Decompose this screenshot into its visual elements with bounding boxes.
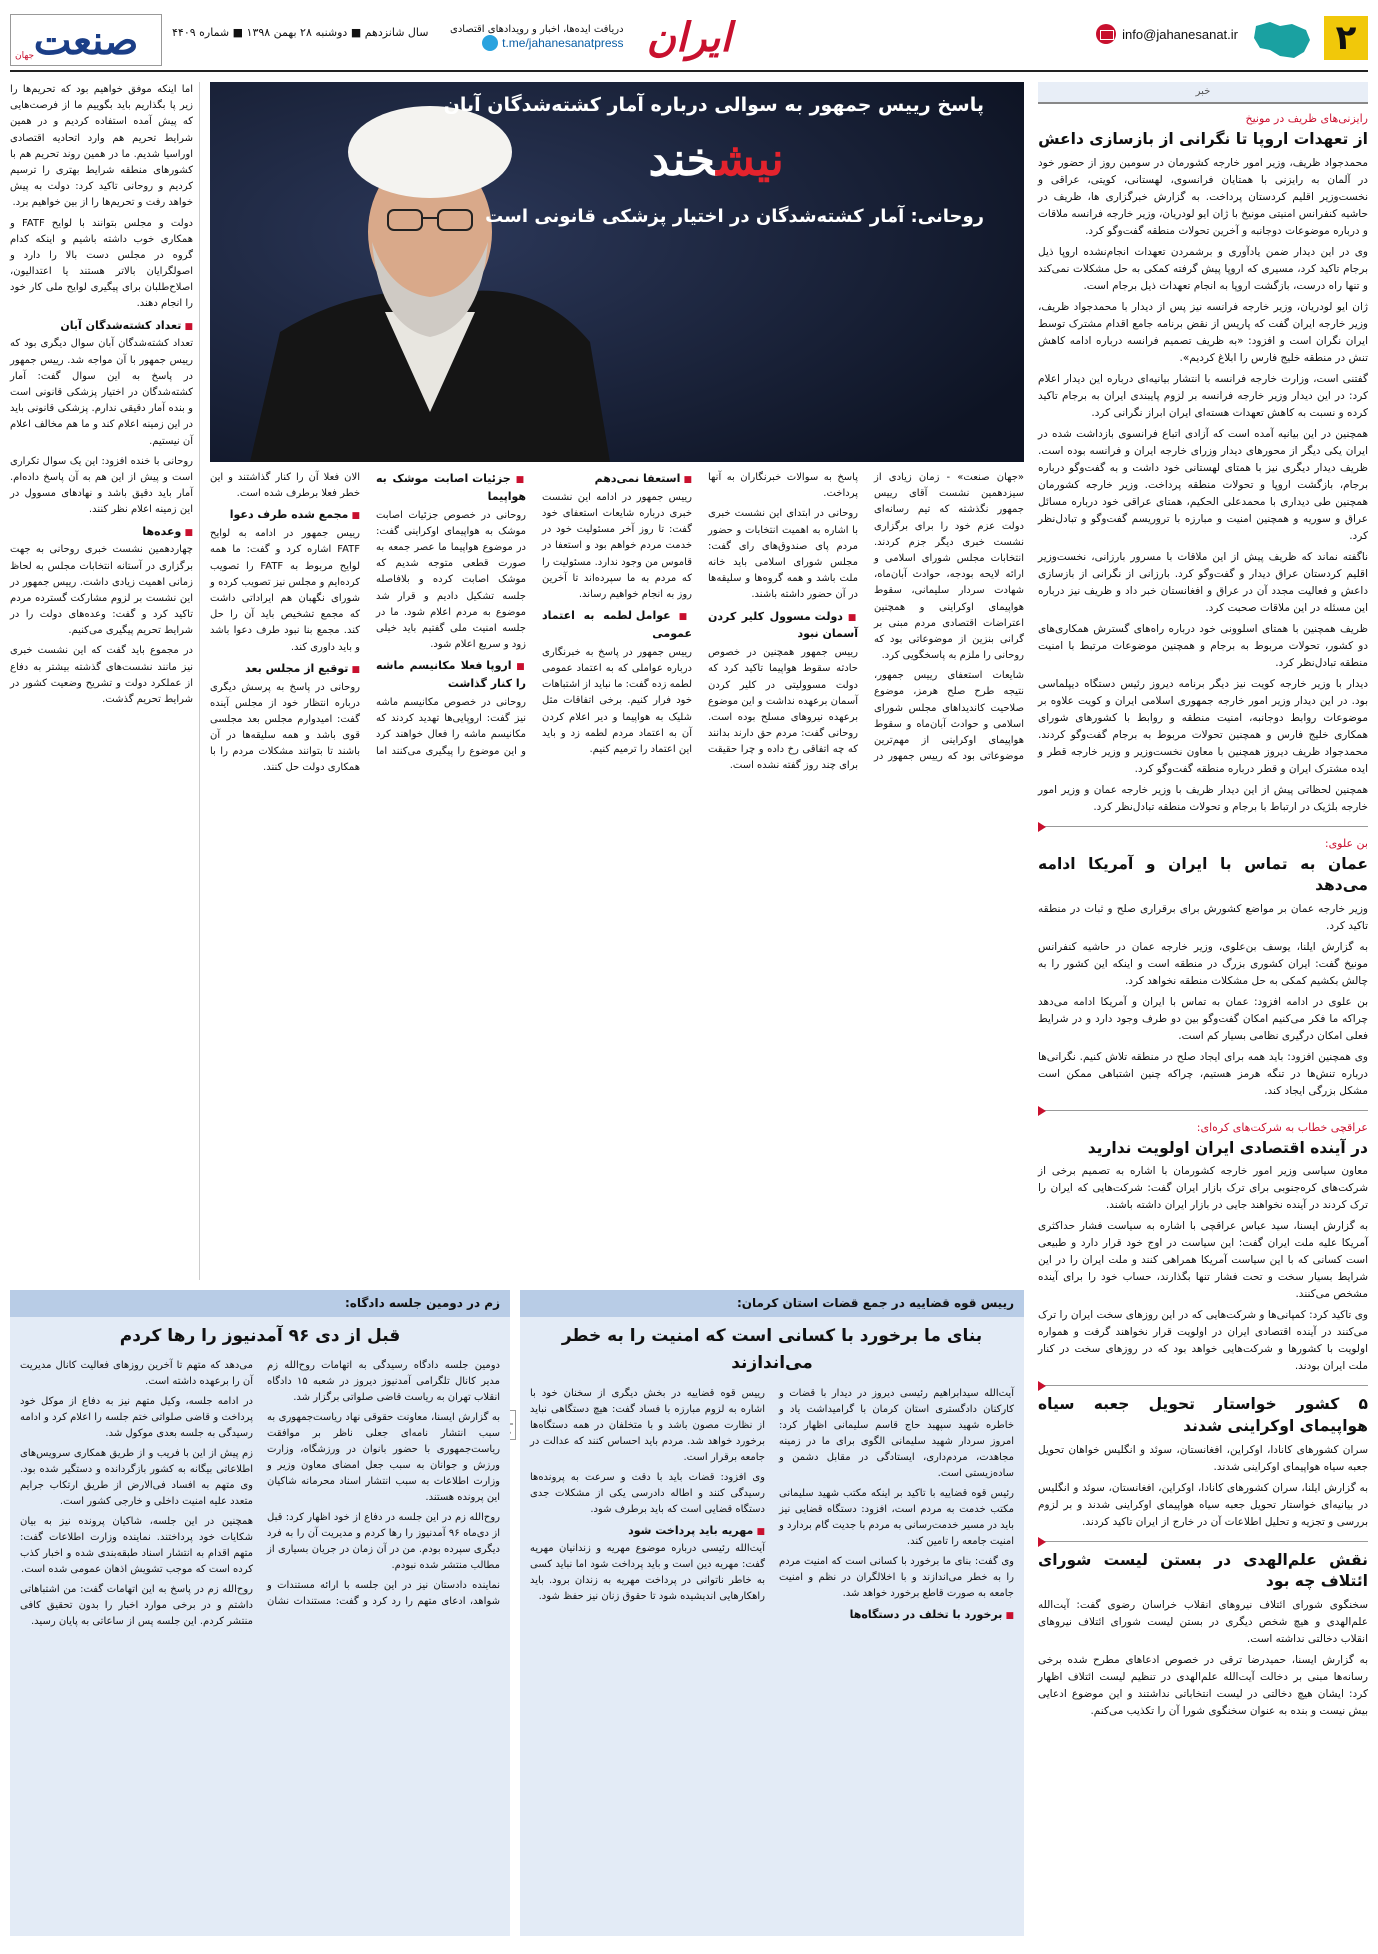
article-paragraph: زم پیش از این با فریب و از طریق همکاری سرویس‌های اطلاعاتی بیگانه به کشور بازگردانده و دستگیر شده بود. وی متهم به افساد فی‌الارض از طریق ارتکاب جرایم متعدد علیه امنیت داخلی و خارجی کشور است. <box>20 1448 253 1508</box>
headline-white-part: خند <box>648 132 717 186</box>
article-paragraph: روح‌الله زم در پاسخ به این اتهامات گفت: من اشتباهاتی داشتم و در برخی موارد اخبار را بدون تحقیق کافی منتشر کردم. این جلسه پس از ساعاتی به پایان رسید. <box>20 1584 253 1628</box>
brief-divider <box>1038 1110 1368 1111</box>
section-heading: ■ دولت مسوول کلیر کردن آسمان نبود <box>708 608 858 644</box>
section-heading: ■ عوامل لطمه به اعتماد عمومی <box>542 607 692 643</box>
brief-paragraph: همچنین در این بیانیه آمده است که آزادی اتباع فرانسوی بازداشت شده در ایران یکی دیگر از محورهای دیدار وزرای خارجه ایران و فرانسه بوده است. ظریف دیدار دیگری نیز با همتای لهستانی خود داشت و به گفت‌وگو درباره برجام، بازگشت اروپا و تحولات منطقه پرداخت. وزیر خارجه کشورمان همچنین طی دیداری با محمدعلی الحکیم، همتای عراقی خود درباره مسائل عراق و سوریه و همچنین امنیت و مبارزه با تروریسم گفت‌وگو و تبادل‌نظر کرد. <box>1038 427 1368 542</box>
article-paragraph: روحانی در پاسخ به پرسش دیگری درباره انتظار خود از مجلس آینده گفت: امیدوارم مجلس بعد مجلسی قوی باشد و همه سلیقه‌ها در آن باشند تا بتوانند مشکلات مردم را با همکاری دولت حل کنند. <box>210 681 360 774</box>
telegram-block[interactable] <box>450 24 624 51</box>
article-paragraph: روحانی در خصوص جزئیات اصابت موشک به هواپیمای اوکراینی گفت: در موضوع هواپیما ما عصر جمعه به صورت قطعی متوجه شدیم که موشک اصابت کرده و بلافاصله جلسه تشکیل دادیم و قرار شد موضوع به مردم اعلام شود. ما در جلسه امنیت ملی گفتیم باید خیلی زود و سریع اعلام شود. <box>376 509 526 651</box>
newspaper-logo <box>10 14 162 66</box>
telegram-handle[interactable]: t.me/jahanesanatpress <box>502 36 624 50</box>
article-paragraph: تعداد کشته‌شدگان آبان سوال دیگری بود که رییس جمهور با آن مواجه شد. رییس جمهور در پاسخ به این سوال گفت: آمار کشته‌شدگان در اختیار پزشکی قانونی است و بنده آمار دقیقی ندارم. پزشکی قانونی باید در این زمینه اعلام کند و ما هم مخالف اعلام آن نیستیم. <box>10 338 193 447</box>
telegram-caption: دریافت ایده‌ها، اخبار و رویدادهای اقتصادی <box>450 24 624 35</box>
brief-headline: نقش علم‌الهدی در بستن لیست شورای ائتلاف چه بود <box>1038 1550 1368 1591</box>
brief-kicker: عراقچی خطاب به شرکت‌های کره‌ای: <box>1196 1120 1368 1134</box>
masthead <box>10 10 1368 72</box>
court-kicker: زم در دومین جلسه دادگاه: <box>10 1290 510 1317</box>
section-heading: ■ مهریه باید پرداخت شود <box>530 1522 765 1540</box>
brief-kicker: رایزنی‌های ظریف در مونیخ <box>1245 112 1368 126</box>
brief-headline: عمان به تماس با ایران و آمریکا ادامه می‌دهد <box>1038 854 1368 895</box>
brief-paragraph: سخنگوی شورای ائتلاف نیروهای انقلاب خراسان رضوی گفت: آیت‌الله علم‌الهدی و هیچ شخص دیگری در بستن لیست شورای ائتلاف نیروهای انقلاب دخالتی نداشته است. <box>1038 1599 1368 1646</box>
brief-paragraph: وی همچنین افزود: باید همه برای ایجاد صلح در منطقه تلاش کنیم. نگرانی‌ها درباره تنش‌ها در تنگه هرمز هستیم، چراکه چنین اشتباهی ممکن است مشکل بزرگی ایجاد کند. <box>1038 1050 1368 1097</box>
brief-paragraph: به گزارش ایلنا، سران کشورهای کانادا، اوکراین، افغانستان، سوئد و انگلیس در بیانیه‌ای خواستار تحویل جعبه سیاه هواپیمای اوکراینی شدند و بر لزوم بررسی و تجزیه و تحلیل اطلاعات آن در خارج از ایران تاکید کردند. <box>1038 1481 1368 1528</box>
logo-text: صنعت <box>33 16 139 64</box>
article-paragraph: نماینده دادستان نیز در این جلسه با ارائه مستندات و شواهد، ادعای متهم را رد کرد و گفت: مستندات نشان می‌دهد که متهم تا آخرین روزهای فعالیت کانال مدیریت آن را برعهده داشته است. <box>20 1360 500 1608</box>
article-paragraph: در مجموع باید گفت که این نشست خبری نیز مانند نشست‌های گذشته بیشتر به دفاع از عملکرد دولت و تشریح وضعیت کشور در شرایط تحریم گذشت. <box>10 645 193 705</box>
article-paragraph: رییس قوه قضاییه در بخش دیگری از سخنان خود با اشاره به لزوم مبارزه با فساد گفت: هیچ دستگاهی نباید از نظارت مصون باشد و با متخلفان در همه دستگاه‌ها برخورد خواهد شد. مردم باید احساس کنند که عدالت در جامعه برقرار است. <box>530 1387 765 1463</box>
brief-kicker: بن علوی: <box>1324 836 1368 850</box>
main-article-body <box>210 470 1024 1280</box>
article-paragraph: وی افزود: قضات باید با دقت و سرعت به پرونده‌ها رسیدگی کنند و اطاله دادرسی یکی از مشکلات جدی دستگاه قضایی است که باید برطرف شود. <box>530 1471 765 1515</box>
article-paragraph: روح‌الله زم در این جلسه در دفاع از خود اظهار کرد: قبل از دی‌ماه ۹۶ آمدنیوز را رها کردم و مدیریت آن را به فرد دیگری سپرده بودم. من در آن زمان در جریان بسیاری از مطالب منتشر شده نبودم. <box>267 1512 501 1572</box>
article-paragraph: رییس جمهور در ادامه این نشست خبری درباره شایعات استعفای خود گفت: تا روز آخر مسئولیت خود در خدمت مردم خواهم بود و استعفا در قاموس من وجود ندارد. مسئولیت را که مردم به ما سپرده‌اند تا آخرین روز به انجام خواهیم رساند. <box>542 491 692 600</box>
brief-paragraph: همچنین لحظاتی پیش از این دیدار ظریف با وزیر خارجه عمان و وزیر امور خارجه بلژیک در ارتباط با برجام و تحولات منطقه تبادل‌نظر کرد. <box>1038 783 1368 813</box>
brief-paragraph: ژان ایو لودریان، وزیر خارجه فرانسه نیز پس از دیدار با محمدجواد ظریف، وزیر خارجه ایران گفت که پاریس از نقض برنامه جامع اقدام مشترک توسط ایران نگران است و افزود: «به ظریف تصمیم فرانسه درباره ادامه کاهش تنش در منطقه خلیج فارس را ابلاغ کردیم». <box>1038 300 1368 364</box>
article-paragraph: رییس جمهور همچنین در خصوص حادثه سقوط هواپیما تاکید کرد که دولت مسوولیتی در کلیر کردن آسمان برعهده نداشت و این موضوع برعهده نیروهای مسلح بوده است. روحانی گفت: مردم حق دارند بدانند که چه اتفاقی رخ داده و چرا حقیقت برای چند روز گفته نشده است. <box>708 647 858 772</box>
feature-subtitle: روحانی: آمار کشته‌شدگان در اختیار پزشکی قانونی است <box>485 206 984 227</box>
brief-divider <box>1038 1541 1368 1542</box>
headline-red-part: نیش <box>716 132 784 186</box>
brief-paragraph: وی در این دیدار ضمن یادآوری و برشمردن تعهدات انجام‌نشده اروپا ذیل برجام تاکید کرد، مسیری که اروپا پیش گرفته کمکی به حل مشکلات نمی‌کند و تنها راه درست، بازگشت اروپا به انجام تعهدات ذیل برجام است. <box>1038 245 1368 292</box>
brief-headline: در آینده اقتصادی ایران اولویت ندارید <box>1087 1138 1368 1157</box>
news-brief <box>1038 1394 1368 1530</box>
article-paragraph: رییس جمهور در پاسخ به خبرنگاری درباره عواملی که به اعتماد عمومی لطمه زده گفت: ما نباید از اشتباهات خود فرار کنیم. برخی اتفاقات مثل شلیک به هواپیما و دیر اعلام کردن آن به اعتماد مردم لطمه زد و باید این اعتماد را ترمیم کنیم. <box>542 646 692 755</box>
article-paragraph: دولت و مجلس بتوانند با لوایح FATF و همکاری خوب داشته باشیم و اینکه کدام گروه در مجلس دست بالا را دارد و اصولگرایان بالاتر هستند یا اعتدالیون، اصلاح‌طلبان برای پیگیری لوایح ملی کار خود را انجام دهند. <box>10 217 193 310</box>
article-paragraph: روحانی با خنده افزود: این یک سوال تکراری است و پیش از این هم به آن پاسخ داده‌ام. آمار باید دقیق باشد و نهادهای مسوول در این زمینه اعلام نظر کنند. <box>10 455 193 516</box>
article-paragraph: در ادامه جلسه، وکیل متهم نیز به دفاع از موکل خود پرداخت و قاضی صلواتی ختم جلسه را اعلام کرد و ادامه رسیدگی به جلسه بعدی موکول شد. <box>20 1396 253 1440</box>
article-paragraph: اما اینکه موفق خواهیم بود که تحریم‌ها را زیر پا بگذاریم باید بگوییم ما از فرصت‌هایی که پیش آمده استفاده کردیم و در همین شرایط تحریم هم وارد اتحادیه اقتصادی اوراسیا شدیم. ما در همین روند تحریم هم با کشورهای منطقه شرایط بهتری را ترسیم کردیم و روحانی تاکید کرد: دولت به پیش خواهد رفت و تحریم‌ها را از بین خواهیم برد. <box>10 84 193 209</box>
article-paragraph: چهاردهمین نشست خبری روحانی به جهت برگزاری در آستانه انتخابات مجلس به لحاظ زمانی اهمیت زیادی داشت. رییس جمهور در این نشست بر لزوم مشارکت گسترده مردم تاکید کرد و گفت: وعده‌های دولت را در شرایط تحریم پیگیری می‌کنیم. <box>10 544 193 637</box>
article-paragraph: «جهان صنعت» - زمان زیادی از سیزدهمین نشست آقای رییس جمهور نگذشته که تیم رسانه‌ای دولت عزم خود را برای برگزاری نشست خبری دیگر جزم کردند. انتخابات مجلس شورای اسلامی و ارائه لایحه بودجه، حوادث آبان‌ماه، شهادت سردار سلیمانی، سقوط هواپیمای اوکراینی و همچنین اعتراضات اقتصادی مردم مبنی بر گرانی بنزین از موضوعاتی بود که روحانی را ملزم به پاسخگویی کرد. <box>874 472 1024 662</box>
issue-info: سال شانزدهم ■ دوشنبه ۲۸ بهمن ۱۳۹۸ ■ شماره ۴۴۰۹ <box>172 26 429 39</box>
judiciary-kicker: رییس قوه قضاییه در جمع قضات استان کرمان: <box>520 1290 1024 1317</box>
brief-headline: ۵ کشور خواستار تحویل جعبه سیاه هواپیمای اوکراینی شدند <box>1038 1395 1368 1436</box>
section-heading: ■ جزئیات اصابت موشک به هواپیما <box>376 470 526 506</box>
email-contact[interactable] <box>1096 24 1238 44</box>
brief-paragraph: وزیر خارجه عمان بر مواضع کشورش برای برقراری صلح و ثبات در منطقه تاکید کرد. <box>1038 902 1368 932</box>
page-number: ۲ <box>1324 16 1368 60</box>
news-brief <box>1038 835 1368 1100</box>
telegram-icon <box>482 35 498 51</box>
iran-map-icon <box>1250 18 1314 62</box>
feature-headline <box>649 132 784 186</box>
brief-paragraph: ظریف همچنین با همتای اسلوونی خود درباره راه‌های گسترش همکاری‌های دو کشور، تحولات مربوط به برجام و همچنین موضوعات مرتبط با امنیت منطقه تبادل‌نظر کرد. <box>1038 622 1368 669</box>
news-brief <box>1038 1550 1368 1720</box>
brief-divider <box>1038 1385 1368 1386</box>
brief-paragraph: بن علوی در ادامه افزود: عمان به تماس با ایران و آمریکا ادامه می‌دهد چراکه ما فکر می‌کنیم امکان گفت‌وگو بین دو طرف وجود دارد و در شرایط فعلی امکان درگیری نظامی بسیار کم است. <box>1038 995 1368 1042</box>
court-body <box>20 1358 500 1630</box>
news-label: خبر <box>1038 82 1368 104</box>
article-paragraph: آیت‌الله رئیسی درباره موضوع مهریه و زندانیان مهریه گفت: مهریه دین است و باید پرداخت شود اما نباید کسی به خاطر ناتوانی در پرداخت مهریه به زندان برود. باید راهکارهایی اندیشیده شود تا حقوق زنان نیز حفظ شود. <box>530 1543 765 1603</box>
news-briefs-column <box>1038 82 1368 1944</box>
article-paragraph: روحانی در ابتدای این نشست خبری با اشاره به اهمیت انتخابات و حضور مردم پای صندوق‌های رای گفت: مجلس شورای اسلامی باید خانه ملت باشد و همه گروه‌ها و سلیقه‌ها در آن حضور داشته باشند. <box>708 508 858 601</box>
section-heading: ■ اروپا فعلا مکانیسم ماشه را کنار گذاشت <box>376 657 526 693</box>
brief-paragraph: وی تاکید کرد: کمپانی‌ها و شرکت‌هایی که در این روزهای سخت ایران را ترک می‌کنند در آینده اقتصادی ایران در اولویت قرار نخواهند گرفت و همواره اولویت با کشورها و شرکت‌هایی خواهد بود که در روزهای سخت در کنار ملت ایران بودند. <box>1038 1309 1368 1373</box>
brief-paragraph: ناگفته نماند که ظریف پیش از این ملاقات با مسرور بارزانی، نخست‌وزیر اقلیم کردستان عراق دیدار و گفت‌وگو کرد. بارزانی از نگرانی از بازسازی داعش و فعالیت مجدد آن در عراق و افغانستان خبر داد و ظریف نیز درباره این مسئله در این ملاقات صحبت کرد. <box>1038 550 1368 614</box>
article-paragraph: آیت‌الله سیدابراهیم رئیسی دیروز در دیدار با قضات و کارکنان دادگستری استان کرمان با گرامیداشت یاد و خاطره شهید سپهبد حاج قاسم سلیمانی اظهار کرد: امروز سردار شهید سلیمانی الگوی برای ما در زمینه مجاهدت، مردم‌داری، ایستادگی در مقابل دشمن و ساده‌زیستی است. <box>779 1387 1014 1479</box>
brief-paragraph: گفتنی است، وزارت خارجه فرانسه با انتشار بیانیه‌ای درباره این دیدار اعلام کرد: در این دیدار وزیر خارجه فرانسه بر لزوم پایبندی ایران به برجام تاکید کرده و نسبت به کاهش تعهدات هسته‌ای ایران ابراز نگرانی کرد. <box>1038 372 1368 419</box>
brief-divider <box>1038 826 1368 827</box>
article-paragraph: رییس جمهور در ادامه به لوایح FATF اشاره کرد و گفت: ما همه لوایح مربوط به FATF را تصویب کرده‌ایم و مجلس نیز تصویب کرده و شورای نگهبان هم ایراداتی داشت که مجمع تشخیص باید آن را حل کند. مجمع بنا نبود طرف دعوا باشد و باید داوری کند. <box>210 528 360 653</box>
section-heading: ■ تعداد کشته‌شدگان آبان <box>10 317 193 335</box>
brief-paragraph: محمدجواد ظریف، وزیر امور خارجه کشورمان در سومین روز از حضور خود در آلمان به رایزنی با همتایان فرانسوی، لهستانی، کویتی، عراقی و نخست‌وزیر اقلیم کردستان پرداخت. به گزارش خبرگزاری ها، ظریف در حاشیه کنفرانس امنیتی مونیخ با ژان ایو لودریان، وزیر خارجه فرانسه ملاقات و درباره موضوعات دوجانبه و آخرین تحولات منطقه گفت‌وگو کرد. <box>1038 156 1368 237</box>
article-paragraph: شایعات استعفای رییس جمهور، نتیجه طرح صلح هرمز، موضوع صلاحیت کاندیداهای مجلس شورای اسلامی و حوادث آبان‌ماه و سقوط هواپیمای اوکراینی از مهم‌ترین موضوعاتی بود که رییس جمهور در پاسخ به سوالات خبرنگاران به آنها پرداخت. <box>708 472 1024 763</box>
news-brief <box>1038 1119 1368 1376</box>
brief-paragraph: دیدار با وزیر خارجه کویت نیز دیگر برنامه دیروز رئیس دستگاه دیپلماسی بود. در این دیدار وزیر امور خارجه جمهوری اسلامی ایران و کویت علاوه بر موضوعات روابط دوجانبه، امنیت منطقه و روابط با کشورهای شورای همکاری خلیج فارس و همچنین تحولات مربوط به برجام گفت‌وگو کردند. محمدجواد ظریف دیروز همچنین با معاون نخست‌وزیر و وزیر خارجه قطر و ایده مشترک ایران و قطر درباره منطقه گفت‌وگو کرد. <box>1038 677 1368 775</box>
article-paragraph: دومین جلسه دادگاه رسیدگی به اتهامات روح‌الله زم مدیر کانال تلگرامی آمدنیوز دیروز در شعبه ۱۵ دادگاه انقلاب تهران به ریاست قاضی صلواتی برگزار شد. <box>267 1360 500 1404</box>
court-headline: قبل از دی ۹۶ آمدنیوز را رها کردم <box>119 1326 401 1347</box>
judiciary-headline: بنای ما برخورد با کسانی است که امنیت را به خطر می‌اندازند <box>561 1326 983 1374</box>
section-heading: ■ استعفا نمی‌دهم <box>542 470 692 488</box>
section-heading: ■ مجمع شده طرف دعوا <box>210 506 360 524</box>
article-paragraph: روحانی در خصوص مکانیسم ماشه نیز گفت: اروپایی‌ها تهدید کردند که مکانیسم ماشه را فعال خواهند کرد و این موضوع را پیگیری می‌کنند اما الان فعلا آن را کنار گذاشتند و این خطر فعلا برطرف شده است. <box>210 472 526 757</box>
feature-supertitle: پاسخ رییس جمهور به سوالی درباره آمار کشته‌شدگان آبان <box>443 94 984 116</box>
court-news-box <box>10 1290 510 1936</box>
judiciary-news-box <box>520 1290 1024 1936</box>
section-heading: ■ توقیع از مجلس بعد <box>210 660 360 678</box>
section-heading: ■ برخورد با تخلف در دستگاه‌ها <box>779 1606 1014 1624</box>
brief-headline: از تعهدات اروپا تا نگرانی از بازسازی داعش <box>1038 130 1368 148</box>
brief-paragraph: به گزارش ایسنا، حمیدرضا ترقی در خصوص ادعاهای مطرح شده برخی رسانه‌ها مبنی بر دخالت آیت‌الله علم‌الهدی در تنظیم لیست ائتلاف اظهار کرد: ایشان هیچ دخالتی در لیست انتخاباتی نداشتند و این موضوع ادعایی بیش نیست و بنده به عنوان سخنگوی شورا آن را تکذیب می‌کنم. <box>1038 1654 1368 1718</box>
section-title: ایران <box>646 14 732 61</box>
article-paragraph: رئیس قوه قضاییه با تاکید بر اینکه مکتب شهید سلیمانی مکتب خدمت به مردم است، افزود: دستگاه قضایی نیز باید در مسیر خدمت‌رسانی به مردم با جدیت گام بردارد و امنیت جامعه را تامین کند. <box>779 1487 1014 1547</box>
news-brief <box>1038 110 1368 816</box>
brief-paragraph: معاون سیاسی وزیر امور خارجه کشورمان با اشاره به تصمیم برخی از شرکت‌های کره‌جنوبی برای ترک بازار ایران گفت: شرکت‌هایی که ایران را ترک کردند در آینده نخواهند جایی در بازار ایران داشته باشند. <box>1038 1165 1368 1212</box>
feature-banner <box>210 82 1024 462</box>
article-paragraph: همچنین در این جلسه، شاکیان پرونده نیز به بیان شکایات خود پرداختند. نماینده وزارت اطلاعات گفت: متهم اقدام به انتشار اسناد طبقه‌بندی شده و اخبار کذب کرده است که موجب تشویش اذهان عمومی شده است. <box>20 1516 253 1576</box>
brief-paragraph: سران کشورهای کانادا، اوکراین، افغانستان، سوئد و انگلیس خواهان تحویل جعبه سیاه هواپیمای اوکراینی شدند. <box>1038 1443 1368 1473</box>
email-address[interactable]: info@jahanesanat.ir <box>1122 26 1238 42</box>
section-heading: ■ وعده‌ها <box>10 523 193 541</box>
article-continuation-column <box>10 82 200 1280</box>
article-paragraph: به گزارش ایسنا، معاونت حقوقی نهاد ریاست‌جمهوری به سبب انتشار نامه‌ای جعلی ناظر بر موافقت ریاست‌جمهوری با حضور بانوان در ورزشگاه، وزارت ورزش و جوانان به سبب جعل امضای معاون وزیر و وزارت اطلاعات به سبب انتشار اسناد محرمانه شاکیان این پرونده هستند. <box>267 1412 500 1504</box>
brief-paragraph: به گزارش ایلنا، یوسف بن‌علوی، وزیر خارجه عمان در حاشیه کنفرانس مونیخ گفت: ایران کشوری بزرگ در منطقه است و اینکه این کشور را به چالش بکشیم کمکی به حل مشکلات منطقه نخواهد کرد. <box>1038 940 1368 987</box>
judiciary-body <box>530 1386 1014 1624</box>
article-paragraph: وی گفت: بنای ما برخورد با کسانی است که امنیت مردم را به خطر می‌اندازند و با اخلالگران در نظم و امنیت جامعه به صورت قاطع برخورد خواهد شد. <box>779 1555 1014 1599</box>
brief-list <box>1038 110 1368 1720</box>
brief-paragraph: به گزارش ایسنا، سید عباس عراقچی با اشاره به سیاست فشار حداکثری آمریکا علیه ملت ایران گفت: این سیاست در اوج خود قرار دارد و طبیعی است کسانی که با این سیاست آمریکا همراهی کنند و ملت ایران را در این شرایط بسیار سخت و تحت فشار تنها بگذارند، حساب خود را برای آینده مشخص می‌کنند. <box>1038 1220 1368 1301</box>
president-photo <box>210 82 1024 462</box>
email-icon <box>1096 24 1116 44</box>
logo-sub: جهان <box>15 51 35 61</box>
